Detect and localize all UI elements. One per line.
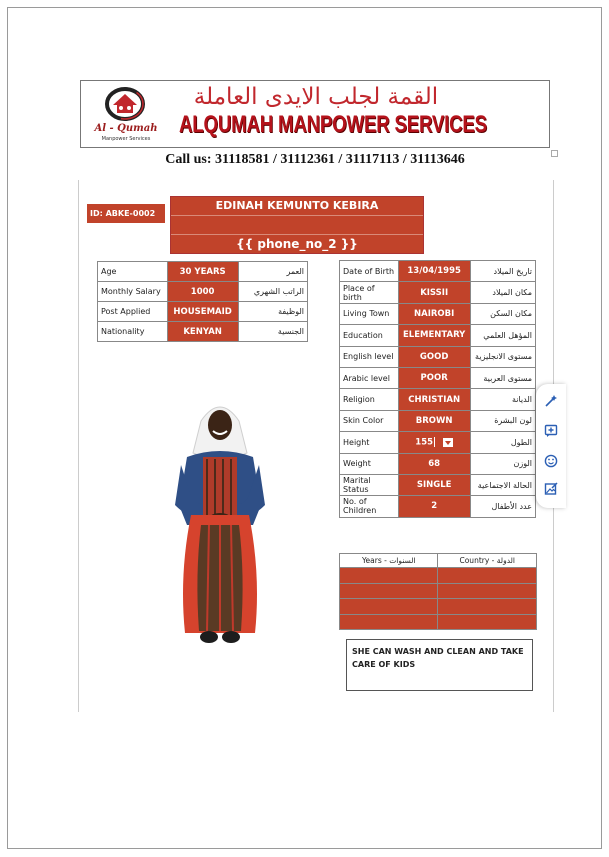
table-row	[340, 261, 536, 282]
chevron-down-icon[interactable]	[443, 438, 453, 447]
contact-numbers: Call us: 31118581 / 31112361 / 31117113 / 31113646	[165, 152, 465, 167]
country-cell	[438, 568, 537, 584]
value-marital: SINGLE	[398, 474, 470, 495]
value-nationality: KENYAN	[167, 322, 238, 342]
label-weight-arabic: الوزن	[470, 453, 535, 474]
table-row	[340, 325, 536, 346]
label-education: Education	[340, 325, 399, 346]
label-age-arabic: العمر	[238, 262, 307, 282]
table-row	[98, 322, 308, 342]
label-post-arabic: الوظيفة	[238, 302, 307, 322]
label-nationality-arabic: الجنسية	[238, 322, 307, 342]
label-height-arabic: الطول	[470, 432, 535, 453]
value-religion: CHRISTIAN	[398, 389, 470, 410]
label-english: English level	[340, 346, 399, 367]
value-education: ELEMENTARY	[398, 325, 470, 346]
table-row	[98, 302, 308, 322]
floating-side-toolbar	[536, 384, 566, 508]
table-row	[98, 262, 308, 282]
years-cell	[340, 599, 438, 615]
country-cell	[438, 599, 537, 615]
country-cell	[438, 583, 537, 599]
company-title: ALQUMAH MANPOWER SERVICES	[179, 111, 487, 138]
value-salary: 1000	[167, 282, 238, 302]
value-living-town: NAIROBI	[398, 303, 470, 324]
add-comment-icon[interactable]	[544, 424, 558, 438]
column-country: Country - الدولة	[438, 554, 537, 568]
label-religion: Religion	[340, 389, 399, 410]
years-cell	[340, 583, 438, 599]
value-children: 2	[398, 496, 470, 517]
value-post: HOUSEMAID	[167, 302, 238, 322]
table-row	[340, 346, 536, 367]
experience-table	[339, 553, 537, 630]
years-cell	[340, 614, 438, 630]
table-row	[340, 432, 536, 453]
table-row	[340, 568, 537, 584]
label-dob: Date of Birth	[340, 261, 399, 282]
label-living-town: Living Town	[340, 303, 399, 324]
label-marital-arabic: الحالة الاجتماعية	[470, 474, 535, 495]
table-header-row	[340, 554, 537, 568]
value-arabic: POOR	[398, 367, 470, 388]
emoji-icon[interactable]	[544, 454, 558, 468]
company-logo	[91, 87, 161, 143]
table-row	[340, 453, 536, 474]
logo-emblem-icon	[103, 87, 147, 121]
table-row	[340, 614, 537, 630]
label-arabic: Arabic level	[340, 367, 399, 388]
value-birthplace: KISSII	[398, 282, 470, 303]
value-weight: 68	[398, 453, 470, 474]
label-birthplace-arabic: مكان الميلاد	[470, 282, 535, 303]
label-religion-arabic: الديانة	[470, 389, 535, 410]
value-dob: 13/04/1995	[398, 261, 470, 282]
value-height: 155	[415, 437, 434, 448]
label-skin-color-arabic: لون البشرة	[470, 410, 535, 431]
label-post: Post Applied	[98, 302, 168, 322]
table-row	[340, 303, 536, 324]
table-row	[340, 367, 536, 388]
letterhead	[80, 80, 550, 148]
candidate-name: EDINAH KEMUNTO KEBIRA	[171, 197, 423, 216]
table-row	[340, 474, 536, 495]
label-marital: Marital Status	[340, 474, 399, 495]
candidate-photo	[135, 375, 305, 680]
candidate-name-blank-row	[171, 216, 423, 235]
magic-edit-icon[interactable]	[544, 394, 558, 408]
table-row	[340, 410, 536, 431]
text-cursor	[434, 437, 435, 447]
label-children: No. of Children	[340, 496, 399, 517]
table-row	[340, 496, 536, 517]
logo-name: Al - Qumah	[94, 123, 158, 134]
table-row	[340, 282, 536, 303]
table-row	[340, 389, 536, 410]
label-nationality: Nationality	[98, 322, 168, 342]
label-education-arabic: المؤهل العلمي	[470, 325, 535, 346]
label-salary-arabic: الراتب الشهري	[238, 282, 307, 302]
years-cell	[340, 568, 438, 584]
table-row	[340, 599, 537, 615]
label-arabic-arabic: مستوى العربية	[470, 367, 535, 388]
value-skin-color: BROWN	[398, 410, 470, 431]
label-height: Height	[340, 432, 399, 453]
value-age: 30 YEARS	[167, 262, 238, 282]
candidate-name-box	[170, 196, 424, 254]
label-birthplace: Place of birth	[340, 282, 399, 303]
column-years: Years - السنوات	[340, 554, 438, 568]
table-row	[98, 282, 308, 302]
label-english-arabic: مستوى الانجليزية	[470, 346, 535, 367]
header-resize-handle[interactable]	[551, 150, 558, 157]
phone-placeholder: {{ phone_no_2 }}	[236, 237, 358, 251]
personal-details-table	[339, 260, 536, 518]
company-title-arabic: القمة لجلب الايدى العاملة	[193, 84, 439, 110]
table-row	[340, 583, 537, 599]
candidate-id: ID: ABKE-0002	[87, 204, 165, 223]
height-field[interactable]	[398, 432, 470, 453]
logo-subtitle: Manpower Services	[101, 136, 151, 142]
label-skin-color: Skin Color	[340, 410, 399, 431]
label-dob-arabic: تاريخ الميلاد	[470, 261, 535, 282]
label-salary: Monthly Salary	[98, 282, 168, 302]
country-cell	[438, 614, 537, 630]
label-age: Age	[98, 262, 168, 282]
label-living-town-arabic: مكان السكن	[470, 303, 535, 324]
label-children-arabic: عدد الأطفال	[470, 496, 535, 517]
value-english: GOOD	[398, 346, 470, 367]
remarks-box: SHE CAN WASH AND CLEAN AND TAKE CARE OF KIDS	[346, 639, 533, 691]
basic-info-table	[97, 261, 308, 342]
image-edit-icon[interactable]	[544, 482, 558, 496]
label-weight: Weight	[340, 453, 399, 474]
